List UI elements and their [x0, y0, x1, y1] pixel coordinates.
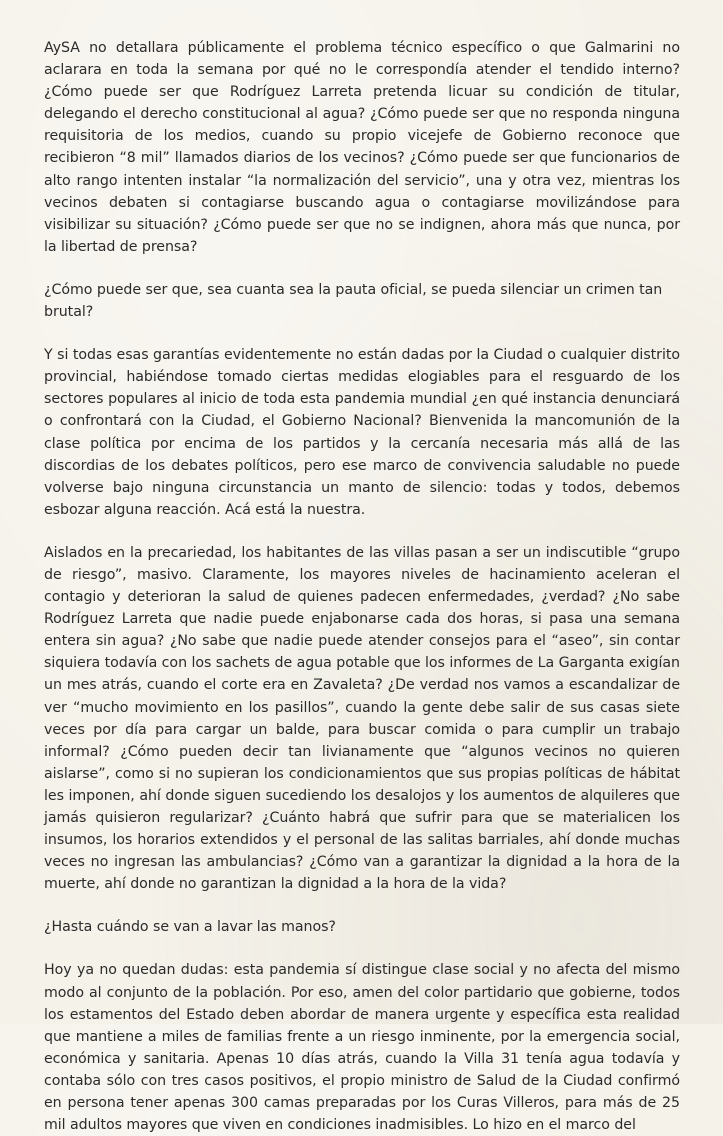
paragraph-3: Y si todas esas garantías evidentemente no están dadas por la Ciudad o cualquier distrito provincial, habiéndose tomado ciertas medidas elogiables para el resguardo de los sectores populares al inicio de toda esta pandemia mundial ¿en qué instancia denunciará o confrontará con la Ciudad, el Gobierno Nacional? Bienvenida la mancomunión de la clase política por encima de los partidos y la cercanía necesaria más allá de las discordias de los debates políticos, pero ese marco de convivencia saludable no puede volverse bajo ninguna circunstancia un manto de silencio: todas y todos, debemos esbozar alguna reacción. Acá está la nuestra. [44, 347, 680, 518]
paragraph-1: AySA no detallara públicamente el problema técnico específico o que Galmarini no aclarara en toda la semana por qué no le correspondía atender el tendido interno? ¿Cómo puede ser que Rodríguez Larreta pretenda licuar su condición de titular, delegando el derecho constitucional al agua? ¿Cómo puede ser que no responda ninguna requisitoria de los medios, cuando su propio vicejefe de Gobierno reconoce que recibieron “8 mil” llamados diarios de los vecinos? ¿Cómo puede ser que funcionarios de alto rango intenten instalar “la normalización del servicio”, una y otra vez, mientras los vecinos debaten si contagiarse buscando agua o contagiarse movilizándose para visibilizar su situación? ¿Cómo puede ser que no se indignen, ahora más que nunca, por la libertad de prensa? [44, 40, 680, 255]
paragraph-4: Aislados en la precariedad, los habitantes de las villas pasan a ser un indiscutible “grupo de riesgo”, masivo. Claramente, los mayores niveles de hacinamiento aceleran el contagio y deterioran la salud de quienes padecen enfermedades, ¿verdad? ¿No sabe Rodríguez Larreta que nadie puede enjabonarse cada dos horas, si pasa una semana entera sin agua? ¿No sabe que nadie puede atender consejos para el “aseo”, sin contar siquiera todavía con los sachets de agua potable que los informes de La Garganta exigían un mes atrás, cuando el corte era en Zavaleta? ¿De verdad nos vamos a escandalizar de ver “mucho movimiento en los pasillos”, cuando la gente debe salir de sus casas siete veces por día para cargar un balde, para buscar comida o para cumplir un trabajo informal? ¿Cómo pueden decir tan livianamente que “algunos vecinos no quieren aislarse”, como si no supieran los condicionamientos que sus propias políticas de hábitat les imponen, ahí donde siguen sucediendo los desalojos y los aumentos de alquileres que jamás quisieron regularizar? ¿Cuánto habrá que sufrir para que se materialicen los insumos, los horarios extendidos y el personal de las salitas barriales, ahí donde muchas veces no ingresan las ambulancias? ¿Cómo van a garantizar la dignidad a la hora de la muerte, ahí donde no garantizan la dignidad a la hora de la vida? [44, 544, 680, 893]
paragraph-6: Hoy ya no quedan dudas: esta pandemia sí distingue clase social y no afecta del mismo modo al conjunto de la población. Por eso, amen del color partidario que gobierne, todos los estamentos del Estado deben abordar de manera urgente y específica esta realidad que mantiene a miles de familias frente a un riesgo inminente, por la emergencia social, económica y sanitaria. Apenas 10 días atrás, cuando la Villa 31 tenía agua todavía y contaba sólo con tres casos positivos, el propio ministro de Salud de la Ciudad confirmó en persona tener apenas 300 camas preparadas por los Curas Villeros, para más de 25 mil adultos mayores que viven en condiciones inadmisibles. Lo hizo en el marco del [44, 962, 680, 1134]
paragraph-2: ¿Cómo puede ser que, sea cuanta sea la pauta oficial, se pueda silenciar un crimen tan brutal? [44, 281, 663, 321]
paragraph-5: ¿Hasta cuándo se van a lavar las manos? [44, 919, 336, 936]
